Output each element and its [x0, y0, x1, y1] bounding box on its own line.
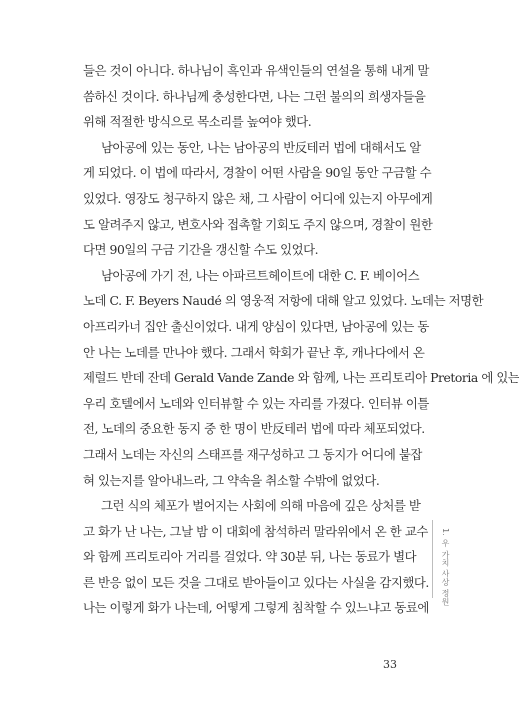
text-line: 아프리카너 집안 출신이었다. 내게 양심이 있다면, 남아공에 있는 동 — [83, 318, 429, 334]
text-line: 위해 적절한 방식으로 목소리를 높여야 했다. — [83, 114, 312, 130]
paragraph — [83, 58, 429, 135]
text-line: 도 알려주지 않고, 변호사와 접촉할 기회도 주지 않으며, 경찰이 원한 — [83, 216, 433, 232]
paragraph — [83, 135, 433, 263]
text-line: 그런 식의 체포가 벌어지는 사회에 의해 마음에 깊은 상처를 받 — [101, 498, 421, 514]
text-line: 들은 것이 아니다. 하나님이 흑인과 유색인들의 연설을 통해 내게 말 — [83, 63, 429, 78]
text-line: 고 화가 난 나는, 그날 밤 이 대회에 참석하러 말라위에서 온 한 교수 — [83, 523, 428, 539]
chapter-side-tab-label: 1. 우 가치 사상 정원 — [441, 528, 450, 606]
text-line: 우리 호텔에서 노데와 인터뷰할 수 있는 자리를 가졌다. 인터뷰 이틀 — [83, 395, 429, 411]
text-line: 노데 C. F. Beyers Naudé 의 영웅적 저항에 대해 알고 있었다. 노데는 저명한 — [83, 293, 484, 309]
text-line: 나는 이렇게 화가 나는데, 어떻게 그렇게 침착할 수 있느냐고 동료에 — [83, 600, 429, 616]
text-line: 그래서 노데는 자신의 스태프를 재구성하고 그 동지가 어디에 붙잡 — [83, 446, 422, 462]
text-line: 혀 있는지를 알아내느라, 그 약속을 취소할 수밖에 없었다. — [83, 472, 380, 488]
text-line: 른 반응 없이 모든 것을 그대로 받아들이고 있다는 사실을 감지했다. — [83, 574, 429, 590]
text-line: 게 되었다. 이 법에 따라서, 경찰이 어떤 사람을 90일 동안 구금할 수 — [83, 165, 432, 181]
text-line: 남아공에 있는 동안, 나는 남아공의 반反테러 법에 대해서도 알 — [101, 139, 421, 155]
text-line: 남아공에 가기 전, 나는 아파르트헤이트에 대한 C. F. 베이어스 — [101, 267, 420, 283]
paragraph — [83, 263, 519, 493]
text-line: 안 나는 노데를 만나야 했다. 그래서 학회가 끝난 후, 캐나다에서 온 — [83, 344, 425, 360]
text-line: 와 함께 프리토리아 거리를 걸었다. 약 30분 뒤, 나는 동료가 별다 — [83, 549, 417, 565]
text-line: 전, 노데의 중요한 동지 중 한 명이 반反테러 법에 따라 체포되었다. — [83, 421, 425, 437]
paragraph — [83, 493, 429, 621]
page-number: 33 — [383, 658, 397, 671]
text-line: 있었다. 영장도 청구하지 않은 채, 그 사람이 어디에 있는지 아무에게 — [83, 190, 433, 206]
text-line: 다면 90일의 구금 기간을 갱신할 수도 있었다. — [83, 242, 319, 258]
chapter-side-tab — [432, 520, 471, 598]
text-line: 제럴드 반데 잔데 Gerald Vande Zande 와 함께, 나는 프리토리아 Pretoria 에 있는 — [83, 370, 519, 386]
text-line: 씀하신 것이다. 하나님께 충성한다면, 나는 그런 불의의 희생자들을 — [83, 88, 426, 104]
